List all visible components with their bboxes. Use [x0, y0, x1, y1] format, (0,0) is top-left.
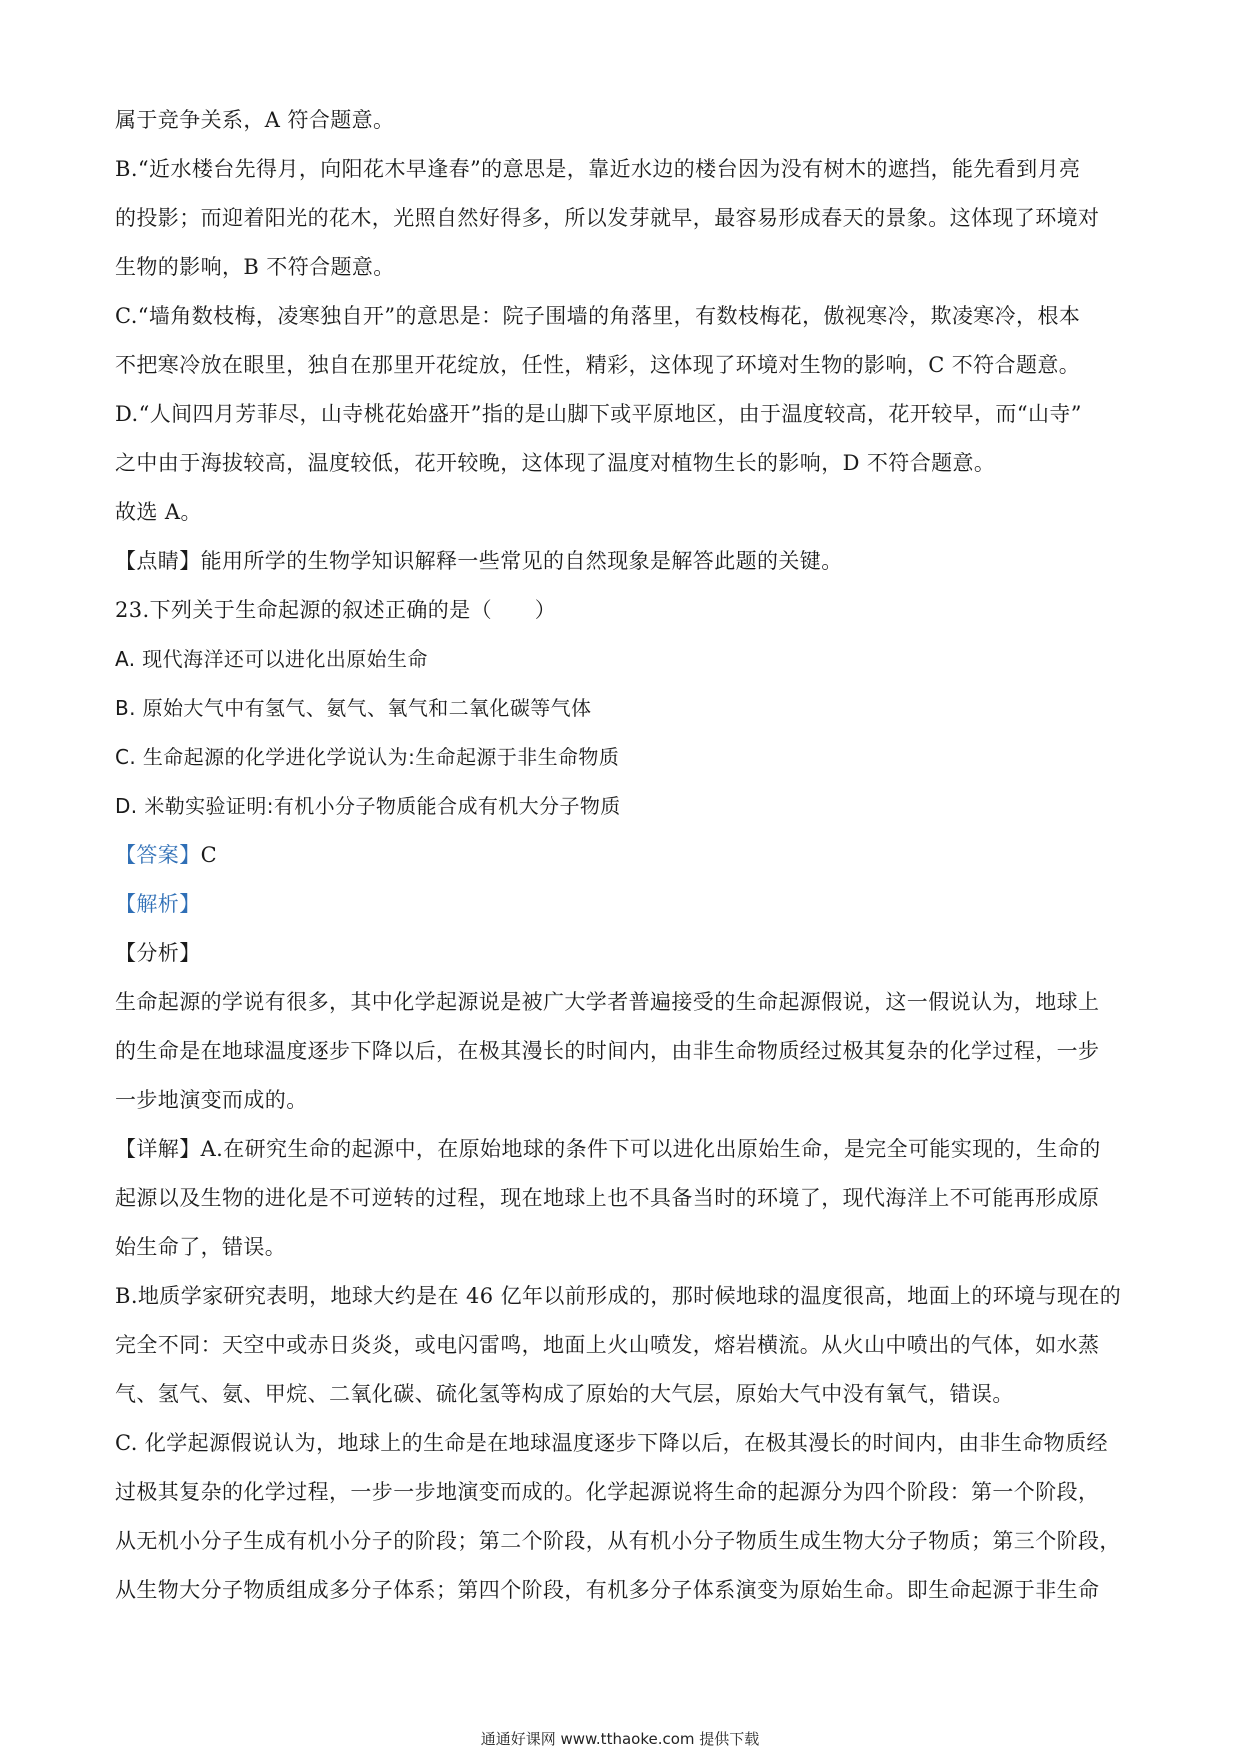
text-line: 始生命了，错误。 [115, 1235, 287, 1259]
text-line: C. 化学起源假说认为，地球上的生命是在地球温度逐步下降以后，在极其漫长的时间内，由非生命物质经 [115, 1431, 1108, 1455]
text-line: 起源以及生物的进化是不可逆转的过程，现在地球上也不具备当时的环境了，现代海洋上不可能再形成原 [115, 1186, 1100, 1210]
document-page [115, 96, 1135, 1615]
question-title: 23.下列关于生命起源的叙述正确的是（ ） [115, 598, 557, 622]
page-footer: 通通好课网 www.tthaoke.com 提供下载 [480, 1730, 760, 1748]
text-line: 故选 A。 [115, 500, 202, 524]
option-a: A. 现代海洋还可以进化出原始生命 [115, 647, 428, 671]
text-line: 完全不同：天空中或赤日炎炎，或电闪雷鸣，地面上火山喷发，熔岩横流。从火山中喷出的气体，如水蒸 [115, 1333, 1100, 1357]
text-line: 一步地演变而成的。 [115, 1088, 308, 1112]
text-line: 过极其复杂的化学过程，一步一步地演变而成的。化学起源说将生命的起源分为四个阶段：第一个阶段， [115, 1480, 1100, 1504]
text-line: C.“墙角数枝梅，凌寒独自开”的意思是：院子围墙的角落里，有数枝梅花，傲视寒冷，欺凌寒冷，根本 [115, 304, 1081, 328]
answer-line [115, 831, 1135, 880]
text-line: 属于竞争关系，A 符合题意。 [115, 108, 395, 132]
fenxi-label: 【分析】 [115, 941, 201, 965]
text-line: 【详解】A.在研究生命的起源中，在原始地球的条件下可以进化出原始生命，是完全可能实现的，生命的 [115, 1137, 1101, 1161]
text-line: B.地质学家研究表明，地球大约是在 46 亿年以前形成的，那时候地球的温度很高，地面上的环境与现在的 [115, 1284, 1122, 1308]
text-line: 的生命是在地球温度逐步下降以后，在极其漫长的时间内，由非生命物质经过极其复杂的化学过程，一步 [115, 1039, 1100, 1063]
text-line: 从无机小分子生成有机小分子的阶段；第二个阶段，从有机小分子物质生成生物大分子物质；第三个阶段， [115, 1529, 1121, 1553]
answer-label: 【答案】 [115, 843, 201, 867]
option-d: D. 米勒实验证明:有机小分子物质能合成有机大分子物质 [115, 794, 621, 818]
text-line: D.“人间四月芳菲尽，山寺桃花始盛开”指的是山脚下或平原地区，由于温度较高，花开较早，而“山寺” [115, 402, 1082, 426]
text-line: 气、氢气、氨、甲烷、二氧化碳、硫化氢等构成了原始的大气层，原始大气中没有氧气，错误。 [115, 1382, 1014, 1406]
option-c: C. 生命起源的化学进化学说认为:生命起源于非生命物质 [115, 745, 620, 769]
text-line: 之中由于海拔较高，温度较低，花开较晚，这体现了温度对植物生长的影响，D 不符合题意。 [115, 451, 996, 475]
analysis-label: 【解析】 [115, 892, 201, 916]
text-line: 从生物大分子物质组成多分子体系；第四个阶段，有机多分子体系演变为原始生命。即生命起源于非生命 [115, 1578, 1100, 1602]
answer-value: C [200, 843, 218, 867]
option-b: B. 原始大气中有氢气、氨气、氧气和二氧化碳等气体 [115, 696, 592, 720]
text-line: 【点睛】能用所学的生物学知识解释一些常见的自然现象是解答此题的关键。 [115, 549, 843, 573]
text-line: 的投影；而迎着阳光的花木，光照自然好得多，所以发芽就早，最容易形成春天的景象。这体现了环境对 [115, 206, 1100, 230]
text-line: 生命起源的学说有很多，其中化学起源说是被广大学者普遍接受的生命起源假说，这一假说认为，地球上 [115, 990, 1100, 1014]
text-line: B.“近水楼台先得月，向阳花木早逢春”的意思是，靠近水边的楼台因为没有树木的遮挡，能先看到月亮 [115, 157, 1081, 181]
text-line: 生物的影响，B 不符合题意。 [115, 255, 395, 279]
text-line: 不把寒冷放在眼里，独自在那里开花绽放，任性，精彩，这体现了环境对生物的影响，C 不符合题意。 [115, 353, 1081, 377]
